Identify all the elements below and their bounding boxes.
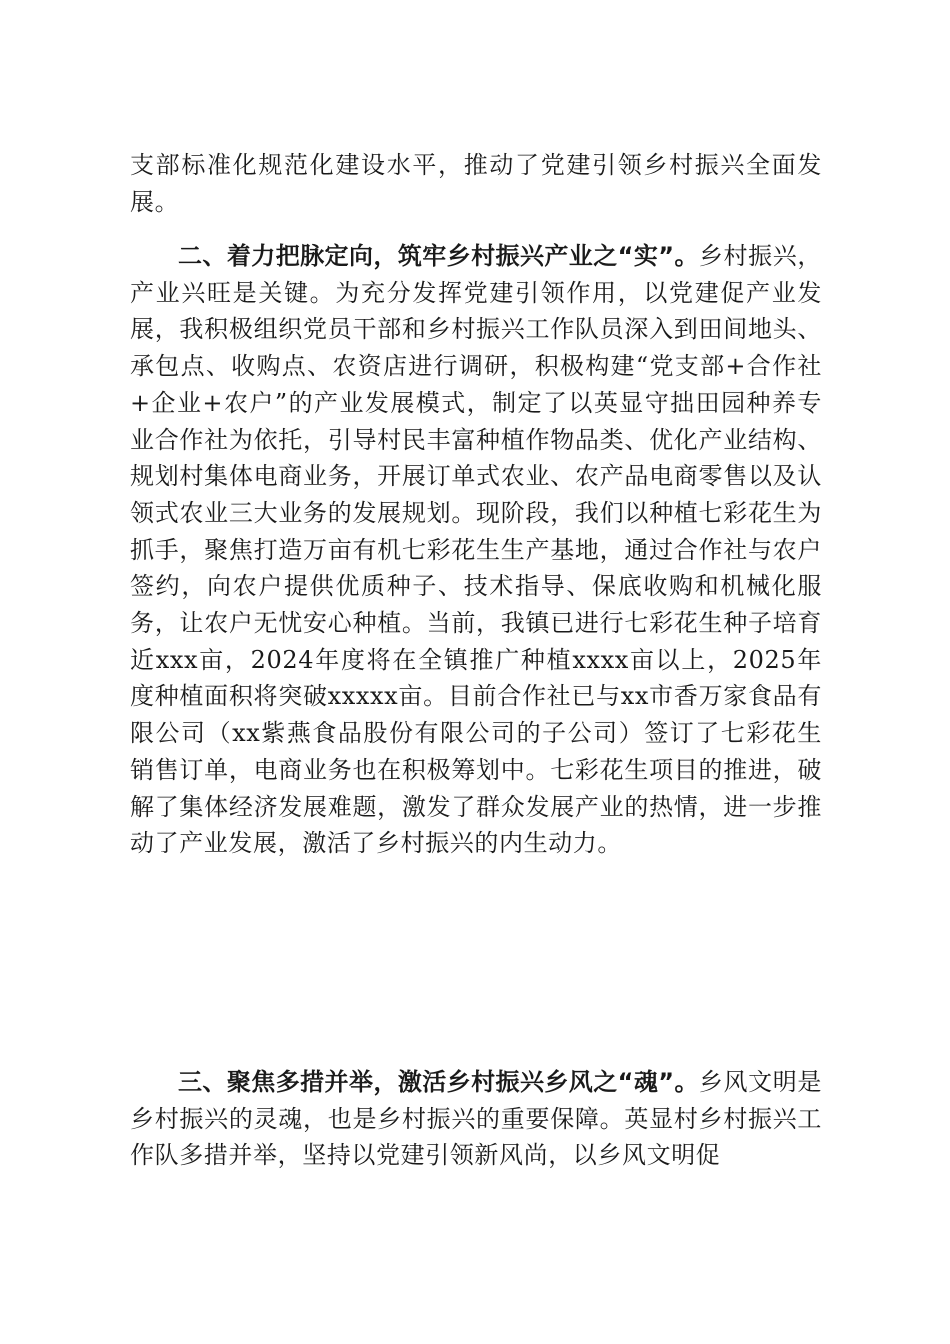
paragraph-body: 乡村振兴，产业兴旺是关键。为充分发挥党建引领作用，以党建促产业发展，我积极组织党员干部和乡村振兴工作队员深入到田间地头、承包点、收购点、农资店进行调研，积极构建“党支部+合作社+企业+农户”的产业发展模式，制定了以英显守拙田园种养专业合作社为依托，引导村民丰富种植作物品类、优化产业结构、规划村集体电商业务，开展订单式农业、农产品电商零售以及认领式农业三大业务的发展规划。现阶段，我们以种植七彩花生为抓手，聚焦打造万亩有机七彩花生生产基地，通过合作社与农户签约，向农户提供优质种子、技术指导、保底收购和机械化服务，让农户无忧安心种植。当前，我镇已进行七彩花生种子培育近xxx亩，2024年度将在全镇推广种植xxxx亩以上，2025年度种植面积将突破xxxxx亩。目前合作社已与xx市香万家食品有限公司（xx紫燕食品股份有限公司的子公司）签订了七彩花生销售订单，电商业务也在积极筹划中。七彩花生项目的推进，破解了集体经济发展难题，激发了群众发展产业的热情，进一步推动了产业发展，激活了乡村振兴的内生动力。 — [130, 242, 822, 858]
paragraph-body: 支部标准化规范化建设水平，推动了党建引领乡村振兴全面发展。 — [130, 151, 822, 216]
paragraph-industry — [130, 238, 822, 862]
paragraph-heading: 三、聚焦多措并举，激活乡村振兴乡风之“魂”。 — [178, 1068, 699, 1096]
paragraph-heading: 二、着力把脉定向，筑牢乡村振兴产业之“实”。 — [178, 242, 699, 270]
paragraph-continuation — [130, 147, 822, 220]
paragraph-body: 乡风文明是乡村振兴的灵魂，也是乡村振兴的重要保障。英显村乡村振兴工作队多措并举，坚持以党建引领新风尚，以乡风文明促 — [130, 1068, 822, 1170]
paragraph-culture — [130, 1064, 822, 1174]
